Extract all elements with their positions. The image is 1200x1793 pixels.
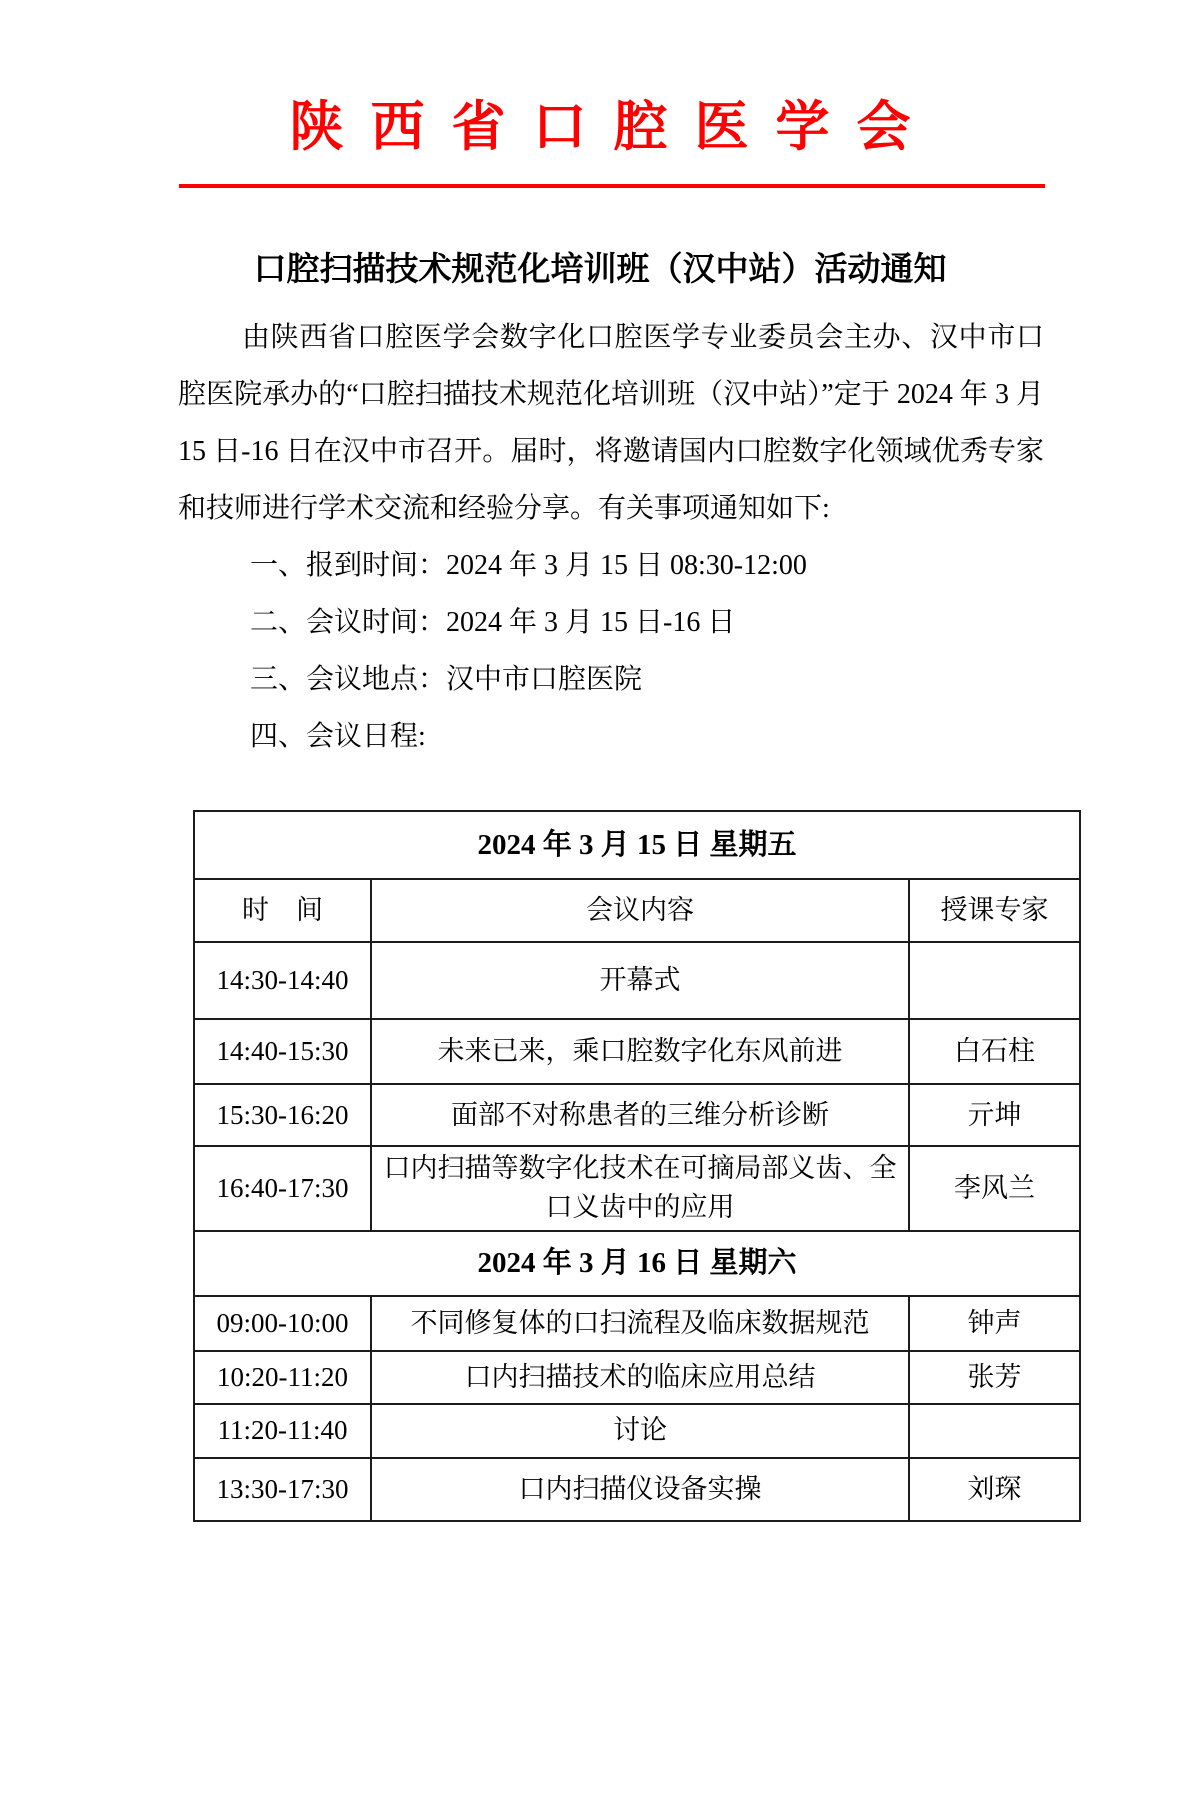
- content-cell: 讨论: [371, 1404, 909, 1458]
- expert-cell: 刘琛: [909, 1458, 1080, 1521]
- col-header-content: 会议内容: [371, 879, 909, 942]
- time-cell: 14:30-14:40: [194, 942, 371, 1019]
- expert-cell: 亓坤: [909, 1084, 1080, 1146]
- expert-cell: [909, 1404, 1080, 1458]
- day1-header-row: [194, 811, 1080, 879]
- table-row: [194, 942, 1080, 1019]
- content-cell: 开幕式: [371, 942, 909, 1019]
- time-cell: 10:20-11:20: [194, 1351, 371, 1404]
- notice-items: [178, 537, 1080, 765]
- time-cell: 16:40-17:30: [194, 1146, 371, 1230]
- table-row: [194, 1019, 1080, 1084]
- document-page: [0, 96, 1200, 1793]
- col-header-expert: 授课专家: [909, 879, 1080, 942]
- table-row: [194, 1146, 1080, 1230]
- time-cell: 13:30-17:30: [194, 1458, 371, 1521]
- expert-cell: [909, 942, 1080, 1019]
- table-row: [194, 1404, 1080, 1458]
- time-cell: 14:40-15:30: [194, 1019, 371, 1084]
- time-cell: 15:30-16:20: [194, 1084, 371, 1146]
- day1-title-cell: 2024 年 3 月 15 日 星期五: [194, 811, 1080, 879]
- list-item-meeting-place: 三、会议地点：汉中市口腔医院: [250, 664, 643, 696]
- schedule-table: [193, 810, 1081, 1521]
- expert-cell: 李风兰: [909, 1146, 1080, 1230]
- time-cell: 11:20-11:40: [194, 1404, 371, 1458]
- list-item-registration-time: 一、报到时间：2024 年 3 月 15 日 08:30-12:00: [250, 550, 807, 582]
- col-header-time: 时 间: [194, 879, 371, 942]
- org-title: 陕西省口腔医学会: [289, 97, 938, 157]
- expert-cell: 白石柱: [909, 1019, 1080, 1084]
- content-cell: 口内扫描仪设备实操: [371, 1458, 909, 1521]
- day2-title-cell: 2024 年 3 月 16 日 星期六: [194, 1231, 1080, 1296]
- column-header-row: [194, 879, 1080, 942]
- list-item-agenda: 四、会议日程:: [250, 721, 426, 753]
- content-cell: 口内扫描技术的临床应用总结: [371, 1351, 909, 1404]
- list-item-meeting-time: 二、会议时间：2024 年 3 月 15 日-16 日: [250, 607, 736, 639]
- table-row: [194, 1296, 1080, 1351]
- table-row: [194, 1458, 1080, 1521]
- doc-title: 口腔扫描技术规范化培训班（汉中站）活动通知: [253, 252, 947, 289]
- content-cell: 不同修复体的口扫流程及临床数据规范: [371, 1296, 909, 1351]
- content-cell: 面部不对称患者的三维分析诊断: [371, 1084, 909, 1146]
- expert-cell: 钟声: [909, 1296, 1080, 1351]
- letterhead-divider: [179, 184, 1045, 188]
- content-cell: 口内扫描等数字化技术在可摘局部义齿、全口义齿中的应用: [371, 1146, 909, 1230]
- intro-paragraph: 由陕西省口腔医学会数字化口腔医学专业委员会主办、汉中市口腔医院承办的“口腔扫描技术规范化培训班（汉中站）”定于 2024 年 3 月 15 日-16 日在汉中市召开。届时，将邀请国内口腔数字化领域优秀专家和技师进行学术交流和经验分享。有关事项通知如下:: [178, 322, 1044, 525]
- table-row: [194, 1351, 1080, 1404]
- day2-header-row: [194, 1231, 1080, 1296]
- table-row: [194, 1084, 1080, 1146]
- content-cell: 未来已来，乘口腔数字化东风前进: [371, 1019, 909, 1084]
- time-cell: 09:00-10:00: [194, 1296, 371, 1351]
- letterhead: [0, 96, 1200, 188]
- expert-cell: 张芳: [909, 1351, 1080, 1404]
